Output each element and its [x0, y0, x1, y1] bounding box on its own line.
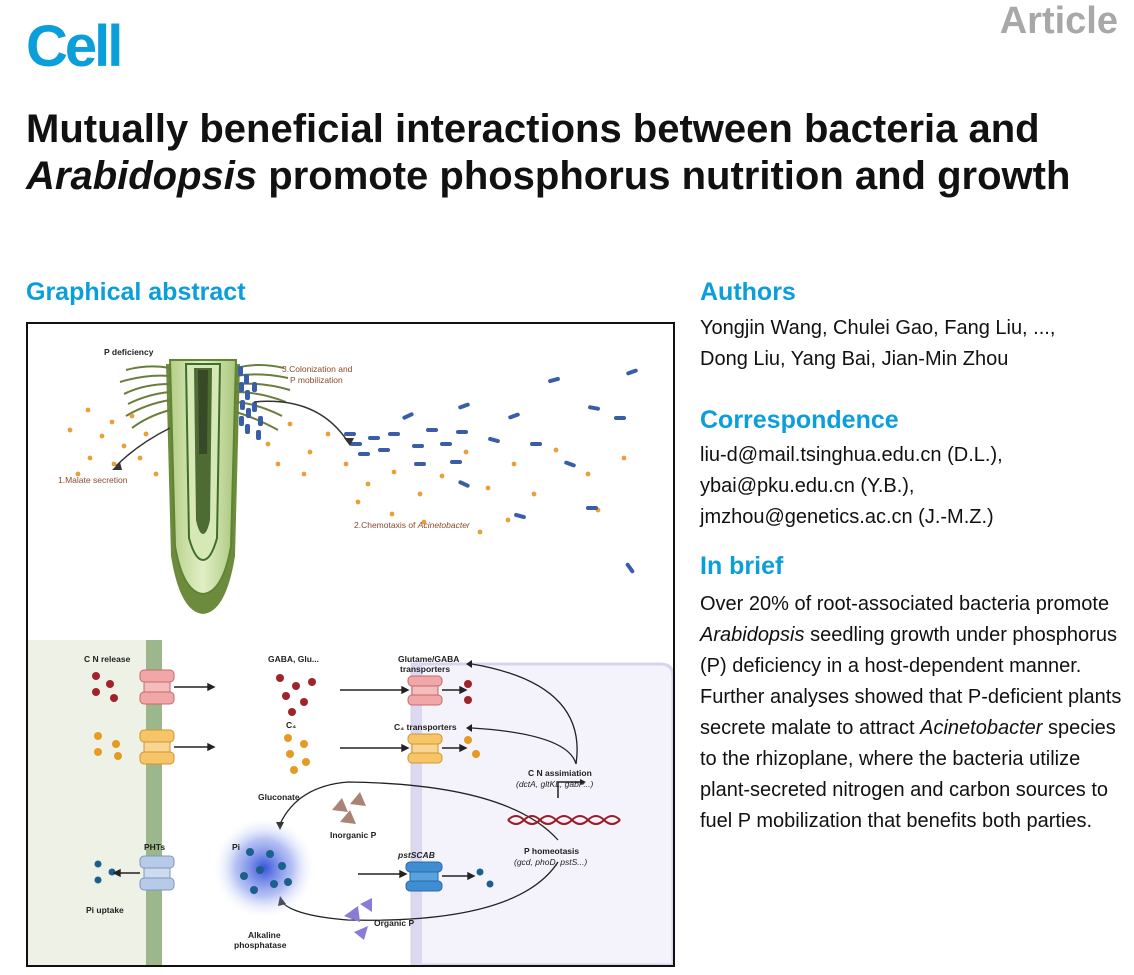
root-illustration	[166, 360, 240, 614]
in-brief-organism: Arabidopsis	[700, 624, 805, 646]
title-organism: Arabidopsis	[26, 154, 258, 198]
correspondence-email-2[interactable]: ybai@pku.edu.cn (Y.B.),	[700, 475, 915, 497]
authors-heading: Authors	[700, 278, 796, 306]
c4-release-transporter	[140, 730, 174, 764]
label-alkaline-2: phosphatase	[234, 940, 287, 950]
article-type-label: Article	[999, 0, 1118, 42]
correspondence-heading: Correspondence	[700, 406, 899, 434]
plant-cell-region	[28, 640, 152, 965]
label-pi-uptake: Pi uptake	[86, 905, 124, 915]
label-organic-p: Organic P	[374, 918, 415, 928]
label-colonization-1: 3.Colonization and	[282, 364, 353, 374]
article-title	[26, 106, 1116, 200]
label-c4: C₄	[286, 720, 297, 730]
in-brief-heading: In brief	[700, 552, 784, 580]
in-brief-text	[700, 589, 1125, 837]
correspondence-email-3[interactable]: jmzhou@genetics.ac.cn (J.-M.Z.)	[700, 506, 994, 528]
label-p-genes: (gcd, phoD, pstS...)	[514, 857, 588, 867]
journal-logo: Cell	[26, 14, 121, 79]
in-brief-part3: species to the rhizoplane, where the bacteria utilize plant-secreted nitrogen and carbon sources to fuel P mobilization that benefits both parties.	[700, 717, 1116, 832]
label-pstscab: pstSCAB	[398, 850, 435, 860]
glutame-gaba-transporter	[408, 676, 442, 705]
label-phts: PHTs	[144, 842, 166, 852]
label-gluconate: Gluconate	[258, 792, 300, 802]
label-pi: Pi	[232, 842, 241, 852]
label-glutame-gaba-1: Glutame/GABA	[398, 654, 460, 664]
authors-line-2: Dong Liu, Yang Bai, Jian-Min Zhou	[700, 348, 1009, 370]
label-cn-assimilation: C N assimiation	[528, 768, 592, 778]
label-gaba-glu: GABA, Glu...	[268, 654, 319, 664]
label-alkaline-1: Alkaline	[248, 930, 281, 940]
label-glutame-gaba-2: transporters	[400, 664, 451, 674]
c4-transporter	[408, 734, 442, 763]
organic-p-icons	[344, 898, 372, 940]
title-part1: Mutually beneficial interactions between bacteria and	[26, 107, 1040, 151]
pstscab-transporter	[406, 862, 442, 891]
graphical-abstract-heading: Graphical abstract	[26, 278, 246, 306]
graphical-abstract-figure	[26, 322, 675, 967]
label-chemotaxis: 2.Chemotaxis of Acinetobacter	[354, 520, 470, 530]
label-cn-genes: (dctA, gltKL, gabP...)	[516, 779, 594, 789]
colonizing-bacteria	[238, 366, 263, 440]
label-cn-release: C N release	[84, 654, 131, 664]
correspondence-list	[700, 440, 1120, 533]
label-colonization-2: P mobilization	[290, 375, 343, 385]
title-part2: promote phosphorus nutrition and growth	[257, 154, 1071, 198]
authors-line-1: Yongjin Wang, Chulei Gao, Fang Liu, ...,	[700, 317, 1056, 339]
authors-list	[700, 313, 1120, 375]
colonization-arrow	[254, 401, 348, 442]
label-p-deficiency: P deficiency	[104, 347, 154, 357]
in-brief-part2: seedling growth under phosphorus (P) deficiency in a host-dependent manner. Further analyses showed that P-deficient plants secrete malate to attract	[700, 624, 1122, 739]
in-brief-genus: Acinetobacter	[920, 717, 1043, 739]
chemotaxis-bacteria	[344, 368, 638, 574]
bacterial-cell	[412, 664, 673, 965]
label-c4-transporters: C₄ transporters	[394, 722, 457, 732]
cn-release-transporter	[140, 670, 174, 704]
label-malate-secretion: 1.Malate secretion	[58, 475, 128, 485]
label-inorganic-p: Inorganic P	[330, 830, 377, 840]
in-brief-part1: Over 20% of root-associated bacteria promote	[700, 593, 1110, 615]
pi-pool	[212, 816, 316, 920]
inorganic-p-icons	[332, 792, 366, 824]
malate-dots	[68, 408, 627, 535]
label-p-homeotasis: P homeotasis	[524, 846, 580, 856]
pht-transporter	[140, 856, 174, 890]
correspondence-email-1[interactable]: liu-d@mail.tsinghua.edu.cn (D.L.),	[700, 444, 1003, 466]
graphical-abstract-svg	[28, 324, 673, 965]
